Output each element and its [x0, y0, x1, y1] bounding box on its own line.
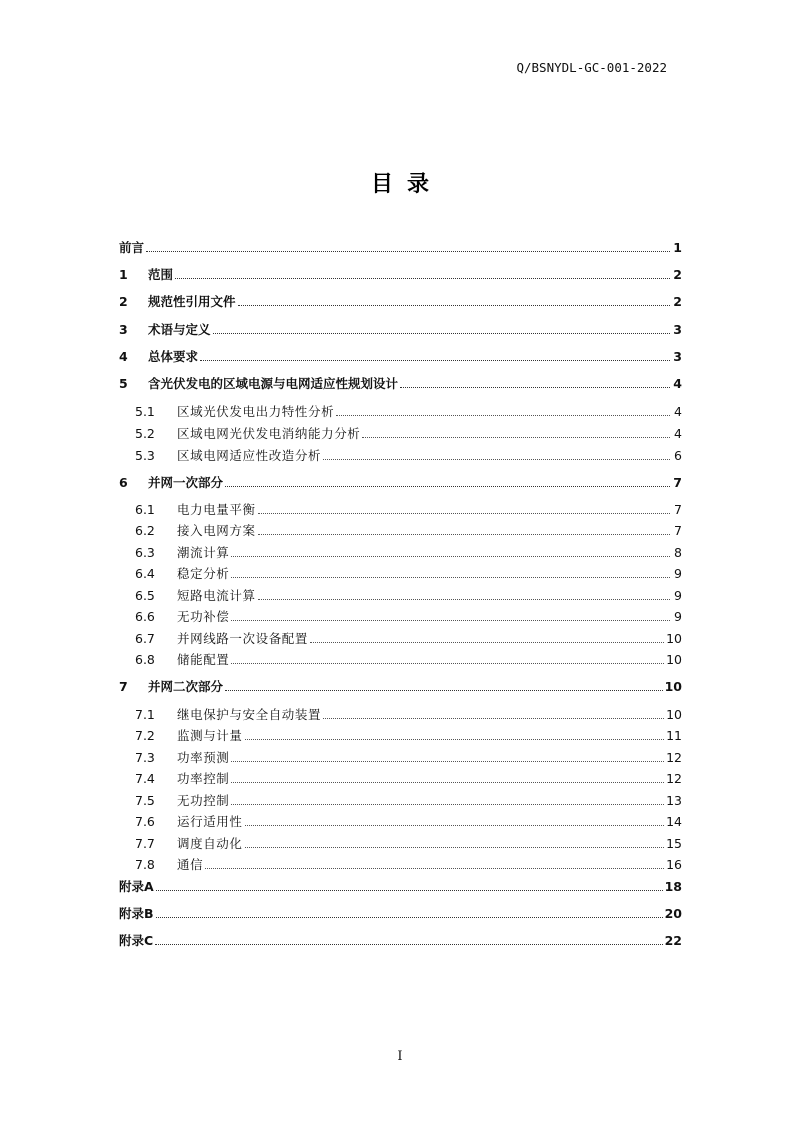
- dot-leader: [231, 577, 670, 578]
- toc-entry-label: 并网二次部分: [148, 679, 224, 694]
- dot-leader: [336, 415, 670, 416]
- toc-entry-label: 含光伏发电的区域电源与电网适应性规划设计: [148, 376, 399, 391]
- toc-entry[interactable]: [135, 834, 682, 852]
- toc-entry[interactable]: [135, 446, 682, 464]
- dot-leader: [175, 278, 670, 279]
- toc-entry-label: 功率控制: [177, 771, 230, 786]
- toc-entry[interactable]: [135, 424, 682, 442]
- toc-entry-number: 7.3: [135, 750, 155, 765]
- toc-entry-label: 继电保护与安全自动装置: [177, 707, 322, 722]
- toc-entry-page: 10: [666, 652, 682, 667]
- dot-leader: [258, 534, 670, 535]
- toc-entry-page: 4: [673, 376, 682, 391]
- toc-entry-page: 20: [664, 906, 682, 921]
- dot-leader: [231, 620, 670, 621]
- toc-entry-number: 5: [119, 376, 128, 391]
- toc-entry[interactable]: [119, 931, 682, 949]
- dot-leader: [245, 739, 665, 740]
- toc-entry-label: 区域电网光伏发电消纳能力分析: [177, 426, 361, 441]
- toc-entry-page: 4: [674, 404, 682, 419]
- toc-entry-page: 2: [673, 294, 682, 309]
- dot-leader: [200, 360, 670, 361]
- toc-entry-label: 附录B: [119, 906, 154, 921]
- toc-entry-number: 6.7: [135, 631, 155, 646]
- toc-entry[interactable]: [119, 238, 682, 256]
- toc-entry-page: 3: [673, 349, 682, 364]
- toc-entry-label: 并网线路一次设备配置: [177, 631, 309, 646]
- toc-entry-page: 1: [673, 240, 682, 255]
- toc-entry-number: 3: [119, 322, 128, 337]
- dot-leader: [258, 599, 670, 600]
- toc-entry[interactable]: [119, 473, 682, 491]
- dot-leader: [213, 333, 670, 334]
- toc-entry[interactable]: [135, 564, 682, 582]
- toc-entry-number: 7.5: [135, 793, 155, 808]
- dot-leader: [225, 690, 663, 691]
- dot-leader: [155, 944, 662, 945]
- toc-entry-page: 4: [674, 426, 682, 441]
- toc-entry-page: 9: [674, 566, 682, 581]
- toc-entry[interactable]: [135, 586, 682, 604]
- toc-entry-page: 7: [674, 502, 682, 517]
- toc-entry-number: 5.3: [135, 448, 155, 463]
- toc-entry-page: 10: [664, 679, 682, 694]
- dot-leader: [231, 782, 664, 783]
- dot-leader: [156, 890, 663, 891]
- toc-entry-number: 6.2: [135, 523, 155, 538]
- dot-leader: [323, 459, 670, 460]
- toc-entry-label: 接入电网方案: [177, 523, 256, 538]
- page-title: 目录: [370, 172, 443, 197]
- toc-entry-label: 总体要求: [148, 349, 199, 364]
- toc-entry-number: 7.6: [135, 814, 155, 829]
- toc-entry-number: 6.1: [135, 502, 155, 517]
- dot-leader: [231, 663, 664, 664]
- toc-entry-label: 通信: [177, 857, 204, 872]
- dot-leader: [231, 556, 670, 557]
- toc-entry[interactable]: [135, 791, 682, 809]
- toc-entry-page: 10: [666, 707, 682, 722]
- toc-entry-label: 潮流计算: [177, 545, 230, 560]
- toc-entry[interactable]: [135, 629, 682, 647]
- toc-entry-label: 电力电量平衡: [177, 502, 256, 517]
- toc-entry[interactable]: [135, 726, 682, 744]
- dot-leader: [245, 825, 665, 826]
- toc-entry-number: 5.2: [135, 426, 155, 441]
- toc-entry-page: 15: [666, 836, 682, 851]
- toc-entry[interactable]: [135, 402, 682, 420]
- toc-entry[interactable]: [135, 705, 682, 723]
- dot-leader: [323, 718, 664, 719]
- toc-entry-number: 2: [119, 294, 128, 309]
- toc-entry-label: 附录C: [119, 933, 154, 948]
- toc-entry-label: 调度自动化: [177, 836, 243, 851]
- toc-entry[interactable]: [119, 904, 682, 922]
- dot-leader: [156, 917, 663, 918]
- toc-entry-label: 监测与计量: [177, 728, 243, 743]
- toc-entry-label: 稳定分析: [177, 566, 230, 581]
- dot-leader: [245, 847, 665, 848]
- toc-entry-page: 22: [664, 933, 682, 948]
- toc-entry-label: 无功控制: [177, 793, 230, 808]
- toc-entry-label: 区域电网适应性改造分析: [177, 448, 322, 463]
- toc-entry-page: 2: [673, 267, 682, 282]
- toc-entry-number: 7.4: [135, 771, 155, 786]
- toc-entry[interactable]: [135, 543, 682, 561]
- toc-entry-number: 1: [119, 267, 128, 282]
- toc-entry[interactable]: [135, 855, 682, 873]
- toc-entry-page: 10: [666, 631, 682, 646]
- toc-entry[interactable]: [119, 877, 682, 895]
- toc-entry-number: 7.7: [135, 836, 155, 851]
- toc-entry[interactable]: [119, 265, 682, 283]
- page-number: I: [397, 1049, 403, 1064]
- toc-entry-number: 4: [119, 349, 128, 364]
- toc-entry[interactable]: [135, 521, 682, 539]
- dot-leader: [258, 513, 670, 514]
- toc-entry[interactable]: [135, 812, 682, 830]
- document-code: Q/BSNYDL-GC-001-2022: [516, 60, 667, 75]
- toc-entry-page: 13: [666, 793, 682, 808]
- toc-entry[interactable]: [119, 320, 682, 338]
- toc-entry-label: 区域光伏发电出力特性分析: [177, 404, 335, 419]
- dot-leader: [225, 486, 670, 487]
- toc-entry-page: 9: [674, 609, 682, 624]
- toc-entry-label: 术语与定义: [148, 322, 211, 337]
- toc-entry-number: 7.8: [135, 857, 155, 872]
- dot-leader: [310, 642, 664, 643]
- toc-entry-page: 12: [666, 750, 682, 765]
- toc-entry-label: 储能配置: [177, 652, 230, 667]
- toc-entry-number: 6.6: [135, 609, 155, 624]
- toc-entry-label: 无功补偿: [177, 609, 230, 624]
- toc-entry-label: 短路电流计算: [177, 588, 256, 603]
- toc-entry-page: 3: [673, 322, 682, 337]
- toc-entry-page: 16: [666, 857, 682, 872]
- dot-leader: [231, 804, 664, 805]
- toc-entry-number: 6.5: [135, 588, 155, 603]
- toc-entry-number: 7.2: [135, 728, 155, 743]
- toc-entry-number: 6.3: [135, 545, 155, 560]
- toc-entry-page: 7: [673, 475, 682, 490]
- dot-leader: [205, 868, 664, 869]
- toc-entry-page: 18: [664, 879, 682, 894]
- toc-entry[interactable]: [135, 748, 682, 766]
- dot-leader: [231, 761, 664, 762]
- toc-entry[interactable]: [119, 292, 682, 310]
- toc-entry-page: 9: [674, 588, 682, 603]
- toc-entry[interactable]: [119, 374, 682, 392]
- toc-entry-number: 6.8: [135, 652, 155, 667]
- toc-entry-number: 7.1: [135, 707, 155, 722]
- dot-leader: [238, 305, 670, 306]
- toc-entry-number: 6.4: [135, 566, 155, 581]
- toc-entry-page: 14: [666, 814, 682, 829]
- toc-entry[interactable]: [135, 650, 682, 668]
- toc-entry[interactable]: [135, 500, 682, 518]
- toc-entry-label: 规范性引用文件: [148, 294, 236, 309]
- toc-entry-label: 前言: [119, 240, 145, 255]
- toc-entry-label: 并网一次部分: [148, 475, 224, 490]
- toc-entry-number: 7: [119, 679, 128, 694]
- dot-leader: [146, 251, 670, 252]
- toc-entry[interactable]: [135, 769, 682, 787]
- dot-leader: [362, 437, 670, 438]
- dot-leader: [400, 387, 670, 388]
- toc-entry-page: 8: [674, 545, 682, 560]
- toc-entry[interactable]: [135, 607, 682, 625]
- toc-entry-number: 5.1: [135, 404, 155, 419]
- toc-entry-number: 6: [119, 475, 128, 490]
- toc-entry-page: 7: [674, 523, 682, 538]
- toc-entry-page: 11: [666, 728, 682, 743]
- toc-entry-label: 功率预测: [177, 750, 230, 765]
- toc-entry[interactable]: [119, 347, 682, 365]
- toc-entry-page: 12: [666, 771, 682, 786]
- toc-entry-label: 范围: [148, 267, 174, 282]
- toc-entry-label: 运行适用性: [177, 814, 243, 829]
- toc-entry-label: 附录A: [119, 879, 154, 894]
- toc-entry[interactable]: [119, 677, 682, 695]
- toc-entry-page: 6: [674, 448, 682, 463]
